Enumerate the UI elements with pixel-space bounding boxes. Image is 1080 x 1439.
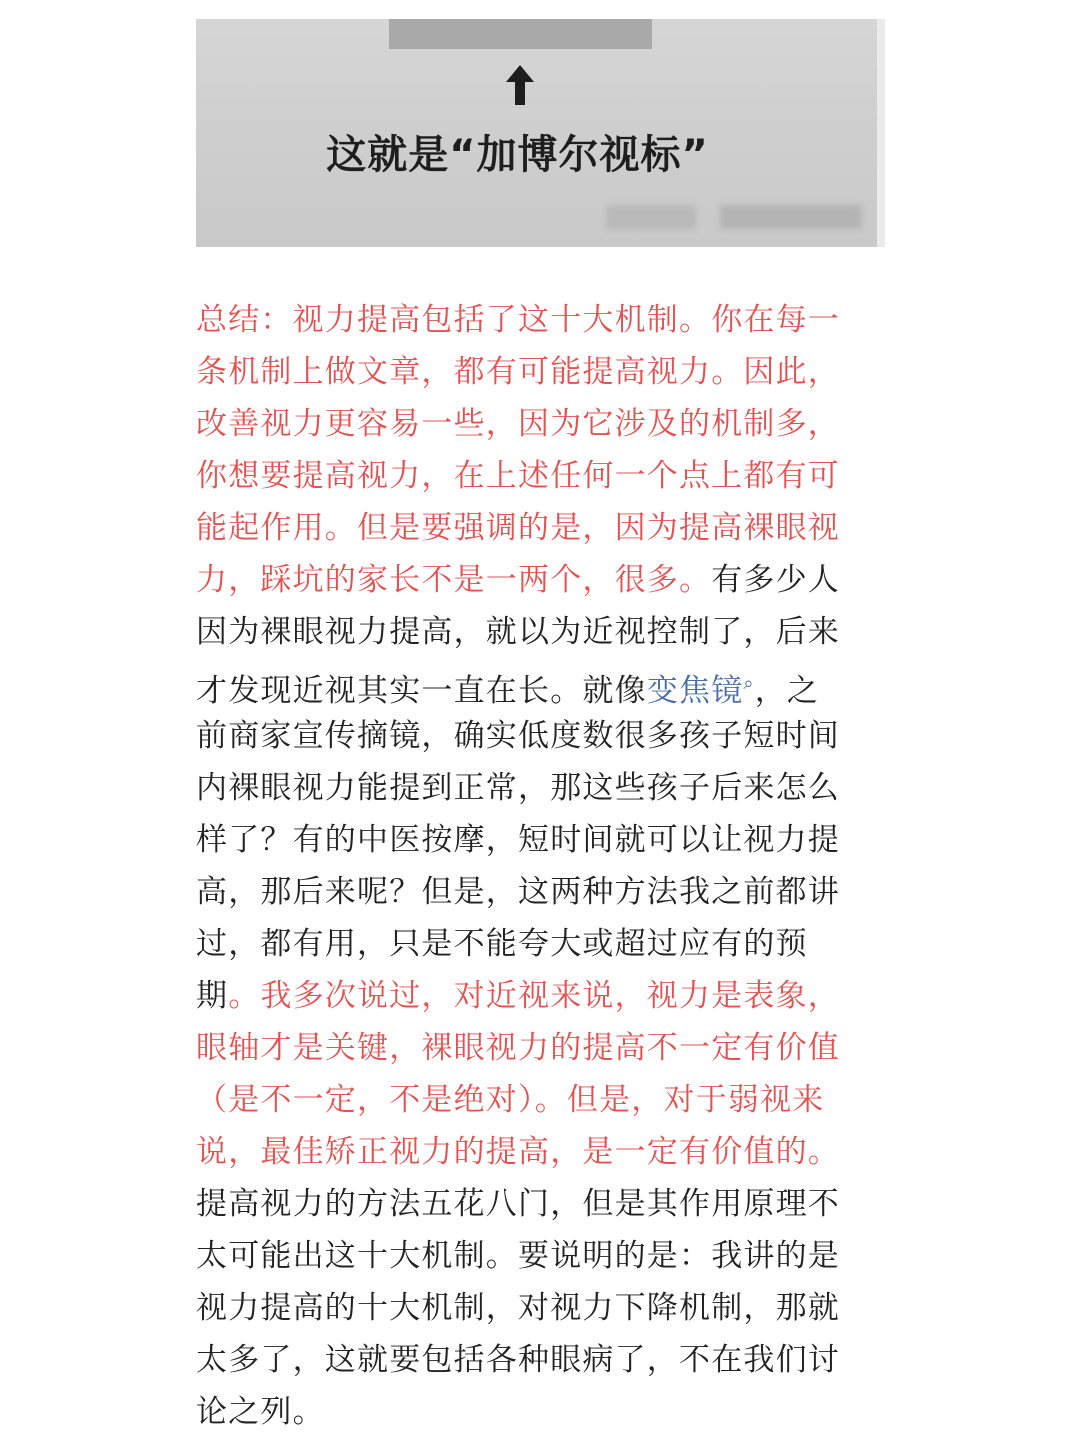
article-line xyxy=(196,658,886,710)
article-body xyxy=(196,294,886,1438)
blurred-watermark xyxy=(720,205,862,229)
article-line xyxy=(196,502,886,554)
article-line xyxy=(196,710,886,762)
search-icon[interactable]: ⌕ xyxy=(743,673,755,694)
article-line xyxy=(196,346,886,398)
gabor-patch-photo xyxy=(196,19,885,247)
emphasis-text: 。我多次说过，对近视来说，视力是表象， xyxy=(228,978,841,1014)
photo-edge xyxy=(877,19,885,247)
emphasis-text: 眼轴才是关键，裸眼视力的提高不一定有价值 xyxy=(196,1030,840,1066)
article-line xyxy=(196,814,886,866)
emphasis-text: 说，最佳矫正视力的提高，是一定有价值的。 xyxy=(196,1134,840,1170)
emphasis-text: 能起作用。但是要强调的是，因为提高裸眼视 xyxy=(196,510,840,546)
body-text: 样了？有的中医按摩，短时间就可以让视力提 xyxy=(196,822,840,858)
photo-top-block xyxy=(389,19,652,49)
emphasis-text: 改善视力更容易一些，因为它涉及的机制多， xyxy=(196,406,840,442)
body-text: 才发现近视其实一直在长。就像 xyxy=(196,673,647,709)
article-line xyxy=(196,606,886,658)
article-line xyxy=(196,1334,886,1386)
photo-caption: 这就是“加博尔视标” xyxy=(326,132,709,178)
article-line xyxy=(196,918,886,970)
article-line xyxy=(196,554,886,606)
article-line xyxy=(196,1282,886,1334)
body-text: ，之 xyxy=(754,673,820,709)
emphasis-text: 条机制上做文章，都有可能提高视力。因此， xyxy=(196,354,840,390)
article-line xyxy=(196,1178,886,1230)
body-text: 前商家宣传摘镜，确实低度数很多孩子短时间 xyxy=(196,718,840,754)
article-line xyxy=(196,1126,886,1178)
article-line xyxy=(196,1074,886,1126)
article-line xyxy=(196,970,886,1022)
article-line xyxy=(196,866,886,918)
body-text: 因为裸眼视力提高，就以为近视控制了，后来 xyxy=(196,614,840,650)
article-line xyxy=(196,450,886,502)
emphasis-text: 你想要提高视力，在上述任何一个点上都有可 xyxy=(196,458,840,494)
body-text: 有多少人 xyxy=(711,562,841,598)
article-line xyxy=(196,1386,886,1438)
blurred-watermark xyxy=(606,205,696,229)
body-text: 论之列。 xyxy=(196,1394,325,1430)
article-line xyxy=(196,1230,886,1282)
body-text: 内裸眼视力能提到正常，那这些孩子后来怎么 xyxy=(196,770,840,806)
emphasis-text: （是不一定，不是绝对）。但是，对于弱视来 xyxy=(196,1082,825,1118)
emphasis-text: 力，踩坑的家长不是一两个，很多。 xyxy=(196,562,712,598)
article-line xyxy=(196,1022,886,1074)
article-line xyxy=(196,762,886,814)
body-text: 提高视力的方法五花八门，但是其作用原理不 xyxy=(196,1186,840,1222)
body-text: 期 xyxy=(196,978,229,1014)
article-line xyxy=(196,294,886,346)
emphasis-text: 总结：视力提高包括了这十大机制。你在每一 xyxy=(196,302,840,338)
body-text: 太可能出这十大机制。要说明的是：我讲的是 xyxy=(196,1238,840,1274)
body-text: 高，那后来呢？但是，这两种方法我之前都讲 xyxy=(196,874,840,910)
body-text: 太多了，这就要包括各种眼病了，不在我们讨 xyxy=(196,1342,840,1378)
arrow-up-icon xyxy=(506,65,534,105)
body-text: 过，都有用，只是不能夸大或超过应有的预 xyxy=(196,926,808,962)
keyword-link[interactable]: 变焦镜 xyxy=(646,673,744,709)
body-text: 视力提高的十大机制，对视力下降机制，那就 xyxy=(196,1290,840,1326)
article-line xyxy=(196,398,886,450)
